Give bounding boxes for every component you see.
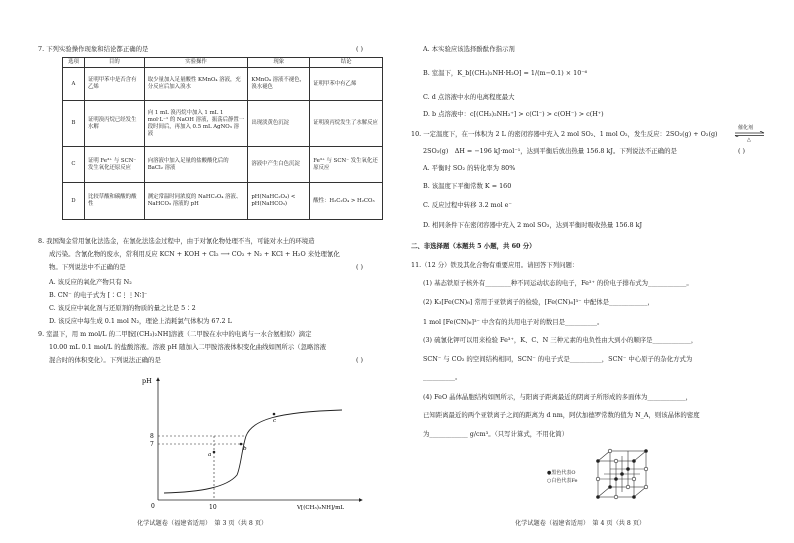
q9-option-a: A. 本实验应该选择酚酞作指示剂 — [423, 45, 515, 53]
q11-part3b: SCN⁻ 与 CO₂ 的空间结构相同，SCN⁻ 的电子式是__________，SCN⁻ 中心原子的杂化方式为 — [423, 355, 693, 363]
q7-stem: 7. 下列实验操作现象和结论都正确的是 — [38, 45, 149, 53]
q11-intro: 11.（12 分）铁及其化合物有重要应用。请回答下列问题： — [411, 261, 579, 269]
q10-heat-symbol: △ — [747, 137, 751, 143]
right-page — [397, 0, 794, 543]
header-option: 选项 — [63, 58, 85, 68]
section-heading: 二、非选择题（本题共 5 小题，共 60 分） — [411, 242, 536, 250]
point-label-c: c — [273, 418, 277, 424]
q11-part4c: 为____________ g/cm³。（只写计算式，不用化简） — [423, 430, 569, 438]
q10-option-b: B. 该温度下平衡常数 K = 160 — [423, 182, 512, 190]
q7-table — [62, 57, 383, 220]
y-axis-label: pH — [142, 377, 152, 385]
q10-answer-paren: ( ) — [738, 147, 746, 155]
q10-line2: 2SO₃(g) ΔH = −196 kJ·mol⁻¹，达到平衡后放出热量 156.8 kJ。下列说法不正确的是 — [423, 147, 677, 155]
q8-line3: 物。下列说法中不正确的是 — [49, 263, 126, 271]
q9-option-c: C. d 点溶液中水的电离程度最大 — [423, 93, 515, 101]
tick-label-8: 8 — [150, 433, 154, 440]
header-operation: 实验操作 — [144, 58, 248, 68]
q11-part3a: (3) 硫氰化钾可以用来检验 Fe³⁺，K、C、N 三种元素的电负性由大到小的顺序是____________， — [423, 336, 698, 344]
q8-line1: 8. 我国淘金常用氰化法选金，在氰化法选金过程中，由于对氰化物处理不当，可能对水土的环境造 — [38, 237, 315, 245]
q10-catalyst: 催化剂 — [738, 125, 754, 131]
point-label-b: b — [243, 446, 247, 452]
crystal-legend-fe: ○白色代表Fe — [547, 478, 578, 484]
page-footer-right: 化学试题卷（福建省适用） 第 4 页（共 8 页） — [515, 520, 646, 527]
header-phenomenon: 现象 — [248, 58, 310, 68]
header-conclusion: 结论 — [310, 58, 383, 68]
q8-option-b: B. CN⁻ 的电子式为 [∶C⋮⋮N∶]⁻ — [49, 291, 148, 299]
q8-option-d: D. 该反应中每生成 0.1 mol N₂，理论上消耗氯气体积为 67.2 L — [49, 317, 232, 325]
q11-part2a: (2) K₃[Fe(CN)₆] 常用于亚铁离子的检验，[Fe(CN)₆]³⁻ 中配体是____________， — [423, 298, 654, 306]
q7-answer-paren: ( ) — [356, 45, 364, 53]
q10-option-d: D. 相同条件下在密闭容器中充入 2 mol SO₃，达到平衡时吸收热量 156.8 kJ — [423, 221, 643, 229]
q9-line2: 10.00 mL 0.1 mol/L 的盐酸溶液。溶液 pH 随加入二甲胺溶液体积变化曲线如图所示（忽略溶液 — [49, 343, 327, 351]
ph-curve — [164, 410, 342, 493]
q9-answer-paren: ( ) — [356, 356, 364, 364]
point-marker — [273, 413, 276, 416]
q11-part4b: 已知距离最近的两个亚铁离子之间的距离为 d nm，阿伏加德罗常数的值为 N_A，则该晶体的密度 — [423, 411, 700, 419]
q9-option-d: D. b 点溶液中：c[(CH₃)₂NH₂⁺] > c(Cl⁻) > c(OH⁻) > c(H⁺) — [423, 110, 604, 118]
table-row: B 证明溴丙烷已经发生水解 向 1 mL 溴丙烷中加入 1 mL 1 mol·L⁻¹ 的 NaOH 溶液，振荡后静置一段时间后，再加入 0.5 mL AgNO₃ 溶液 出现淡黄色沉淀 证明溴丙烷发生了水解反应 — [63, 101, 383, 147]
table-row: C 证明 Fe³⁺ 与 SCN⁻ 发生氧化还原反应 向溶液中加入足量的盐酸酸化后的 BaCl₂ 溶液 溶液中产生白色沉淀 Fe³⁺ 与 SCN⁻ 发生氧化还原反应 — [63, 147, 383, 183]
q10-option-a: A. 平衡时 SO₂ 的转化率为 80% — [423, 164, 516, 172]
q11-part1: (1) 基态铁原子核外有________种不同运动状态的电子，Fe³⁺ 的价电子排布式为____________。 — [423, 279, 693, 287]
origin-label: 0 — [151, 503, 155, 510]
table-row: D 比较草酸和碳酸的酸性 测定常温时同浓度的 NaHC₂O₄ 溶液、NaHCO₃ 溶液的 pH pH(NaHC₂O₄) < pH(NaHCO₃) 酸性：H₂C₂O₄ > H₂CO₃ — [63, 183, 383, 220]
q8-option-a: A. 该反应的氧化产物只有 N₂ — [49, 278, 132, 286]
x-axis-label: V[(CH₃)₂NH]/mL — [297, 505, 345, 511]
q9-option-b: B. 室温下，K_b[(CH₃)₂NH·H₂O] = 1/(m−0.1) × 10⁻⁶ — [423, 69, 588, 77]
q9-line1: 9. 室温下，用 m mol/L 的二甲胺[(CH₃)₂NH]溶液（二甲胺在水中的电离与一水合氨相似）滴定 — [38, 330, 312, 338]
tick-label-10: 10 — [209, 504, 217, 511]
point-marker — [213, 451, 216, 454]
tick-label-7: 7 — [150, 441, 154, 448]
crystal-cell-diagram — [592, 445, 652, 503]
q8-answer-paren: ( ) — [356, 263, 364, 271]
q10-line1: 10. 一定温度下，在一体积为 2 L 的密闭容器中充入 2 mol SO₂、1 mol O₂，发生反应：2SO₂(g) + O₂(g) — [411, 130, 718, 138]
q9-line3: 混合时的体积变化）。下列说法正确的是 — [49, 356, 161, 364]
q8-option-c: C. 该反应中氧化剂与还原剂的物质的量之比是 5∶2 — [49, 304, 196, 312]
q11-part3c: __________。 — [423, 373, 462, 381]
q11-part2b: 1 mol [Fe(CN)₆]³⁻ 中含有的共用电子对的数目是__________。 — [423, 318, 604, 326]
point-label-a: a — [208, 452, 212, 458]
titration-curve-chart — [112, 370, 372, 515]
table-row: A 证明甲苯中是否含有乙烯 取少量加入足量酸性 KMnO₄ 溶液，充分反应后加入溴水 KMnO₄ 溶液不褪色，溴水褪色 证明甲苯中有乙烯 — [63, 68, 383, 101]
page-footer-left: 化学试题卷（福建省适用） 第 3 页（共 8 页） — [137, 520, 268, 527]
point-marker — [240, 443, 243, 446]
q11-part4a: (4) FeO 晶体晶胞结构如图所示，与阳离子距离最近的阴离子所形成的多面体为____________， — [423, 393, 693, 401]
header-purpose: 目的 — [84, 58, 144, 68]
q8-line2: 成污染。含氰化物的废水，常利用反应 KCN + KOH + Cl₂ ⟶ CO₂ + N₂ + KCl + H₂O 来处理氰化 — [49, 250, 340, 258]
crystal-legend-o: ●黑色代表O — [547, 470, 576, 476]
table-header-row — [63, 58, 383, 68]
q10-option-c: C. 反应过程中转移 3.2 mol e⁻ — [423, 201, 512, 209]
